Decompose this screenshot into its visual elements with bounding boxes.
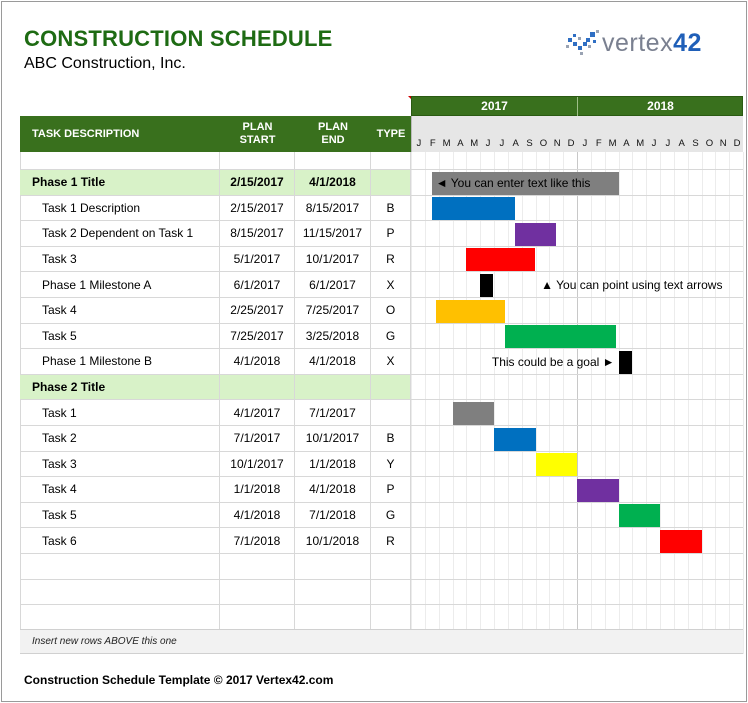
type-cell[interactable]: P (371, 221, 411, 247)
task-row[interactable] (20, 426, 411, 452)
type-cell[interactable] (371, 400, 411, 426)
gantt-bar[interactable] (660, 530, 702, 553)
type-cell[interactable]: G (371, 324, 411, 350)
gantt-bar[interactable] (505, 325, 616, 348)
task-row[interactable] (20, 477, 411, 503)
month-label: O (539, 138, 548, 149)
task-description-cell[interactable] (20, 554, 220, 580)
milestone-row[interactable] (20, 349, 411, 375)
gantt-bar[interactable] (432, 197, 515, 220)
month-label: S (526, 138, 533, 149)
gantt-bar[interactable] (536, 453, 578, 476)
month-label: A (623, 138, 630, 149)
vertex42-logo (566, 28, 736, 60)
month-label: A (512, 138, 519, 149)
month-label: F (595, 138, 602, 149)
type-cell[interactable] (371, 605, 411, 631)
type-cell[interactable]: X (371, 272, 411, 298)
task-description-cell[interactable] (20, 580, 220, 606)
task-description-cell[interactable] (20, 605, 220, 631)
type-cell[interactable] (371, 152, 411, 170)
plan-start-cell[interactable] (220, 152, 295, 170)
month-label: A (678, 138, 685, 149)
month-label: J (665, 138, 671, 149)
plan-start-cell[interactable]: 4/1/2018 (220, 349, 295, 375)
plan-start-cell[interactable]: 10/1/2017 (220, 452, 295, 478)
gantt-bar[interactable] (453, 402, 495, 425)
month-header (411, 116, 743, 152)
gantt-bar[interactable] (515, 223, 557, 246)
task-description-cell[interactable]: Task 3 (20, 452, 220, 478)
task-description-cell[interactable]: Phase 1 Title (20, 170, 220, 196)
insert-rows-note: Insert new rows ABOVE this one (32, 636, 177, 647)
plan-end-cell[interactable] (295, 605, 371, 631)
type-cell[interactable] (371, 580, 411, 606)
plan-start-cell[interactable]: 7/25/2017 (220, 324, 295, 350)
type-cell[interactable]: R (371, 247, 411, 273)
header-task-description: TASK DESCRIPTION (32, 127, 140, 140)
task-row[interactable] (20, 221, 411, 247)
task-row[interactable] (20, 503, 411, 529)
month-label: S (692, 138, 699, 149)
type-cell[interactable]: B (371, 196, 411, 222)
type-cell[interactable] (371, 170, 411, 196)
year-header (411, 96, 743, 116)
insert-rows-note-row (20, 629, 743, 654)
phase-row[interactable] (20, 375, 411, 401)
type-cell[interactable]: Y (371, 452, 411, 478)
logo-text: vertex (602, 29, 674, 57)
year-2017-label: 2017 (481, 99, 508, 113)
month-label: F (429, 138, 436, 149)
month-label: M (470, 138, 479, 149)
plan-start-cell[interactable] (220, 605, 295, 631)
month-label: A (457, 138, 464, 149)
year-2018-label: 2018 (647, 99, 674, 113)
task-description-cell[interactable]: Task 2 (20, 426, 220, 452)
plan-start-cell[interactable]: 2/15/2017 (220, 170, 295, 196)
task-description-cell[interactable]: Task 3 (20, 247, 220, 273)
plan-end-cell[interactable]: 8/15/2017 (295, 196, 371, 222)
task-row[interactable] (20, 298, 411, 324)
plan-end-cell[interactable] (295, 375, 371, 401)
plan-start-cell[interactable]: 5/1/2017 (220, 247, 295, 273)
header-type: TYPE (376, 127, 406, 140)
company-name: ABC Construction, Inc. (24, 55, 186, 72)
month-label: J (582, 138, 588, 149)
task-row[interactable] (20, 400, 411, 426)
task-description-cell[interactable]: Task 1 Description (20, 196, 220, 222)
plan-start-cell[interactable]: 1/1/2018 (220, 477, 295, 503)
milestone-note: ▲ You can point using text arrows (541, 277, 723, 292)
gantt-bar[interactable] (466, 248, 535, 271)
task-description-cell[interactable]: Task 1 (20, 400, 220, 426)
task-row[interactable] (20, 528, 411, 554)
task-description-cell[interactable] (20, 152, 220, 170)
month-label: J (416, 138, 422, 149)
month-label: O (705, 138, 714, 149)
plan-end-cell[interactable]: 10/1/2018 (295, 528, 371, 554)
plan-end-cell[interactable]: 4/1/2018 (295, 170, 371, 196)
plan-end-cell[interactable]: 3/25/2018 (295, 324, 371, 350)
milestone-marker[interactable] (619, 351, 632, 374)
milestone-marker[interactable] (480, 274, 493, 297)
month-label: J (651, 138, 657, 149)
blank-row[interactable] (20, 580, 411, 606)
logo-number: 42 (673, 29, 702, 57)
month-label: N (553, 138, 561, 149)
plan-end-cell[interactable] (295, 152, 371, 170)
gantt-chart (411, 152, 743, 654)
month-label: D (733, 138, 741, 149)
plan-start-cell[interactable]: 2/15/2017 (220, 196, 295, 222)
plan-end-cell[interactable]: 7/1/2018 (295, 503, 371, 529)
header-plan-end: PLAN END (318, 121, 348, 146)
type-cell[interactable] (371, 554, 411, 580)
task-description-cell[interactable]: Phase 1 Milestone B (20, 349, 220, 375)
task-description-cell[interactable]: Task 4 (20, 477, 220, 503)
gantt-bar[interactable] (436, 300, 505, 323)
blank-row[interactable] (20, 605, 411, 631)
footer-copyright: Construction Schedule Template © 2017 Vertex42.com (24, 673, 334, 687)
month-label: M (636, 138, 645, 149)
plan-end-cell[interactable]: 10/1/2017 (295, 426, 371, 452)
plan-end-cell[interactable] (295, 554, 371, 580)
task-description-cell[interactable]: Task 5 (20, 503, 220, 529)
plan-end-cell[interactable]: 4/1/2018 (295, 349, 371, 375)
type-cell[interactable]: B (371, 426, 411, 452)
month-label: J (499, 138, 505, 149)
plan-end-cell[interactable]: 7/1/2017 (295, 400, 371, 426)
plan-start-cell[interactable] (220, 375, 295, 401)
header-plan-start: PLAN START (239, 121, 276, 146)
plan-start-cell[interactable]: 7/1/2017 (220, 426, 295, 452)
plan-start-cell[interactable]: 6/1/2017 (220, 272, 295, 298)
type-cell[interactable]: R (371, 528, 411, 554)
phase-row[interactable] (20, 170, 411, 196)
plan-start-cell[interactable]: 7/1/2018 (220, 528, 295, 554)
task-description-cell[interactable]: Task 6 (20, 528, 220, 554)
month-label: D (567, 138, 575, 149)
milestone-row[interactable] (20, 272, 411, 298)
month-label: N (719, 138, 727, 149)
month-label: M (442, 138, 451, 149)
task-description-cell[interactable]: Phase 1 Milestone A (20, 272, 220, 298)
task-description-cell[interactable]: Phase 2 Title (20, 375, 220, 401)
task-description-cell[interactable]: Task 4 (20, 298, 220, 324)
blank-row[interactable] (20, 554, 411, 580)
plan-end-cell[interactable] (295, 580, 371, 606)
task-row[interactable] (20, 247, 411, 273)
plan-end-cell[interactable]: 7/25/2017 (295, 298, 371, 324)
gantt-bar-with-note[interactable]: ◄ You can enter text like this (432, 172, 619, 195)
plan-end-cell[interactable]: 1/1/2018 (295, 452, 371, 478)
task-description-cell[interactable]: Task 2 Dependent on Task 1 (20, 221, 220, 247)
plan-end-cell[interactable]: 6/1/2017 (295, 272, 371, 298)
milestone-note: This could be a goal ► (491, 354, 615, 369)
plan-start-cell[interactable]: 4/1/2017 (220, 400, 295, 426)
month-label: M (608, 138, 617, 149)
blank-row[interactable] (20, 152, 411, 170)
plan-start-cell[interactable]: 4/1/2018 (220, 503, 295, 529)
type-cell[interactable]: X (371, 349, 411, 375)
gantt-bar[interactable] (619, 504, 661, 527)
task-description-cell[interactable]: Task 5 (20, 324, 220, 350)
task-row[interactable] (20, 196, 411, 222)
type-cell[interactable]: O (371, 298, 411, 324)
plan-end-cell[interactable]: 4/1/2018 (295, 477, 371, 503)
page-title: CONSTRUCTION SCHEDULE (24, 26, 333, 51)
task-row[interactable] (20, 324, 411, 350)
type-cell[interactable]: P (371, 477, 411, 503)
task-row[interactable] (20, 452, 411, 478)
plan-end-cell[interactable]: 11/15/2017 (295, 221, 371, 247)
plan-end-cell[interactable]: 10/1/2017 (295, 247, 371, 273)
plan-start-cell[interactable] (220, 554, 295, 580)
gantt-bar[interactable] (494, 428, 536, 451)
plan-start-cell[interactable] (220, 580, 295, 606)
plan-start-cell[interactable]: 8/15/2017 (220, 221, 295, 247)
gantt-bar[interactable] (577, 479, 619, 502)
plan-start-cell[interactable]: 2/25/2017 (220, 298, 295, 324)
type-cell[interactable]: G (371, 503, 411, 529)
type-cell[interactable] (371, 375, 411, 401)
logo-mark-icon (566, 28, 600, 58)
month-label: J (485, 138, 491, 149)
